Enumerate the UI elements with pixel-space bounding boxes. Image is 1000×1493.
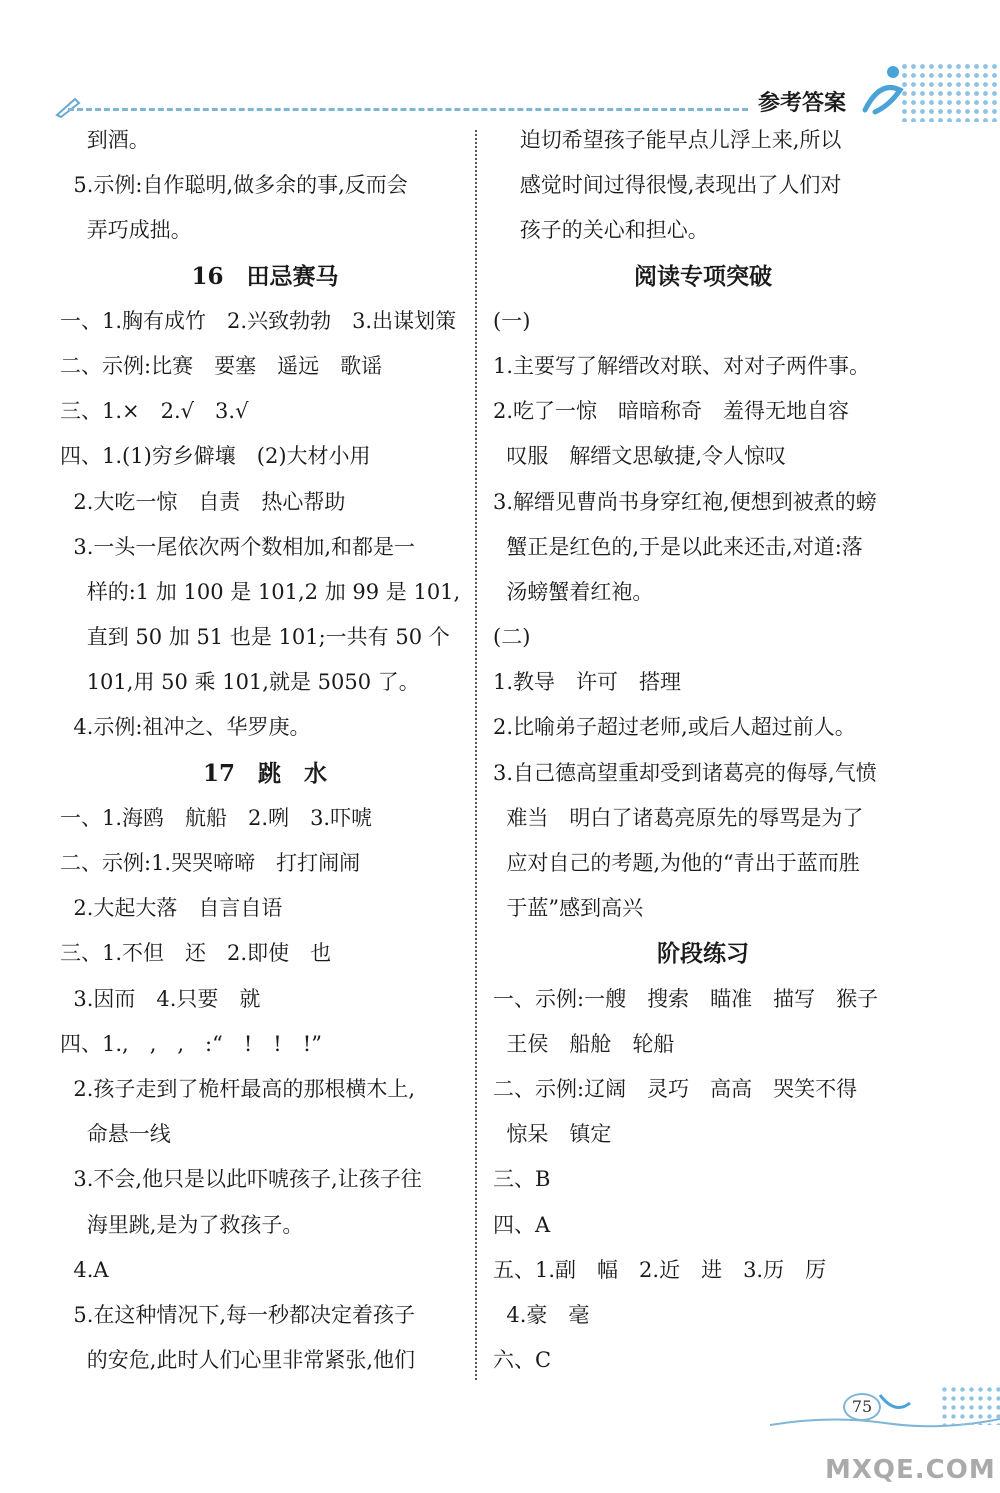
right-answer-line: 1.主要写了解缙改对联、对对子两件事。 [493,353,871,378]
left-answer-line: 命悬一线 [60,1122,171,1147]
left-answer-line: 2.大起大落 自言自语 [60,896,283,921]
left-section-heading: 17 跳 水 [202,759,327,787]
left-answer-line: 101,用 50 乘 101,就是 5050 了。 [60,670,420,695]
left-answer-line: 5.示例:自作聪明,做多余的事,反而会 [60,173,408,198]
right-answer-line: 1.教导 许可 搭理 [493,670,682,695]
left-answer-line: 3.一头一尾依次两个数相加,和都是一 [60,534,416,559]
right-answer-line: 2.吃了一惊 暗暗称奇 羞得无地自容 [493,399,850,424]
right-answer-line: 2.比喻弟子超过老师,或后人超过前人。 [493,715,856,740]
pencil-icon [55,93,81,119]
right-answer-line: 难当 明白了诸葛亮原先的辱骂是为了 [493,805,864,830]
left-answer-line: 弄巧成拙。 [60,218,192,243]
left-answer-line: 海里跳,是为了救孩子。 [60,1212,304,1237]
column-divider [475,130,477,1380]
right-section-heading: 阶段练习 [657,940,749,968]
left-answer-line: 二、示例:1.哭哭啼啼 打打闹闹 [60,851,361,875]
right-answer-line: 惊呆 镇定 [493,1122,612,1147]
left-answer-line: 5.在这种情况下,每一秒都决定着孩子 [60,1302,416,1327]
right-answer-line: 于蓝”感到高兴 [493,896,644,921]
header-title: 参考答案 [758,90,847,116]
left-answer-line: 三、1.不但 还 2.即使 也 [60,941,332,966]
left-answer-line: 2.孩子走到了桅杆最高的那根横木上, [60,1076,416,1101]
right-answer-line: 六、C [493,1348,552,1373]
left-answer-line: 四、1.(1)穷乡僻壤 (2)大材小用 [60,444,371,469]
left-answer-line: 4.示例:祖冲之、华罗庚。 [60,715,311,740]
right-answer-line: 应对自己的考题,为他的“青出于蓝而胜 [493,851,860,875]
right-section-heading: 阅读专项突破 [634,262,772,290]
right-answer-line: 一、示例:一艘 搜索 瞄准 描写 猴子 [493,986,879,1011]
right-answer-line: 蟹正是红色的,于是以此来还击,对道:落 [493,534,863,559]
left-answer-line: 2.大吃一惊 自责 热心帮助 [60,489,346,514]
page-header [0,0,1000,130]
right-answer-line: 叹服 解缙文思敏捷,令人惊叹 [493,444,787,469]
right-answer-line: (一) [493,308,531,333]
right-answer-line: 二、示例:辽阔 灵巧 高高 哭笑不得 [493,1076,858,1101]
left-answer-line: 样的:1 加 100 是 101,2 加 99 是 101, [60,579,461,604]
right-answer-line: 感觉时间过得很慢,表现出了人们对 [493,173,842,198]
page-number: 75 [843,1393,881,1421]
left-answer-line: 的安危,此时人们心里非常紧张,他们 [60,1348,416,1373]
left-answer-line: 直到 50 加 51 也是 101;一共有 50 个 [60,625,450,650]
right-answer-line: 4.豪 毫 [493,1302,590,1327]
left-answer-line: 三、1.× 2.√ 3.√ [60,399,249,424]
left-answer-line: 4.A [60,1257,109,1282]
header-dot-pattern [900,62,1000,122]
right-answer-line: 孩子的关心和担心。 [493,218,709,243]
left-column [60,118,470,1383]
watermark-text: MXQE.COM [825,1455,996,1485]
right-answer-line: 3.自己德高望重却受到诸葛亮的侮辱,气愤 [493,760,877,785]
footer-dot-pattern [940,1385,1000,1425]
right-answer-line: 3.解缙见曹尚书身穿红袍,便想到被煮的螃 [493,489,877,514]
right-answer-line: 汤螃蟹着红袍。 [493,579,654,604]
left-section-heading: 16 田忌赛马 [191,262,339,290]
right-answer-line: 三、B [493,1167,551,1192]
left-answer-line: 一、1.海鸥 航船 2.咧 3.吓唬 [60,805,373,830]
left-answer-line: 四、1., , , :“ ! ! !” [60,1031,322,1056]
left-answer-line: 3.不会,他只是以此吓唬孩子,让孩子往 [60,1167,422,1192]
left-answer-line: 二、示例:比赛 要塞 遥远 歌谣 [60,353,383,378]
left-answer-line: 到酒。 [60,128,150,152]
right-answer-line: 四、A [493,1212,551,1237]
right-column [493,118,913,1383]
right-answer-line: 五、1.副 幅 2.近 进 3.历 厉 [493,1257,827,1282]
right-answer-line: 王侯 船舱 轮船 [493,1031,675,1056]
header-dashed-line [68,108,748,111]
left-answer-line: 一、1.胸有成竹 2.兴致勃勃 3.出谋划策 [60,308,457,333]
right-answer-line: (二) [493,625,531,650]
left-answer-line: 3.因而 4.只要 就 [60,986,261,1011]
right-answer-line: 迫切希望孩子能早点儿浮上来,所以 [493,128,842,152]
